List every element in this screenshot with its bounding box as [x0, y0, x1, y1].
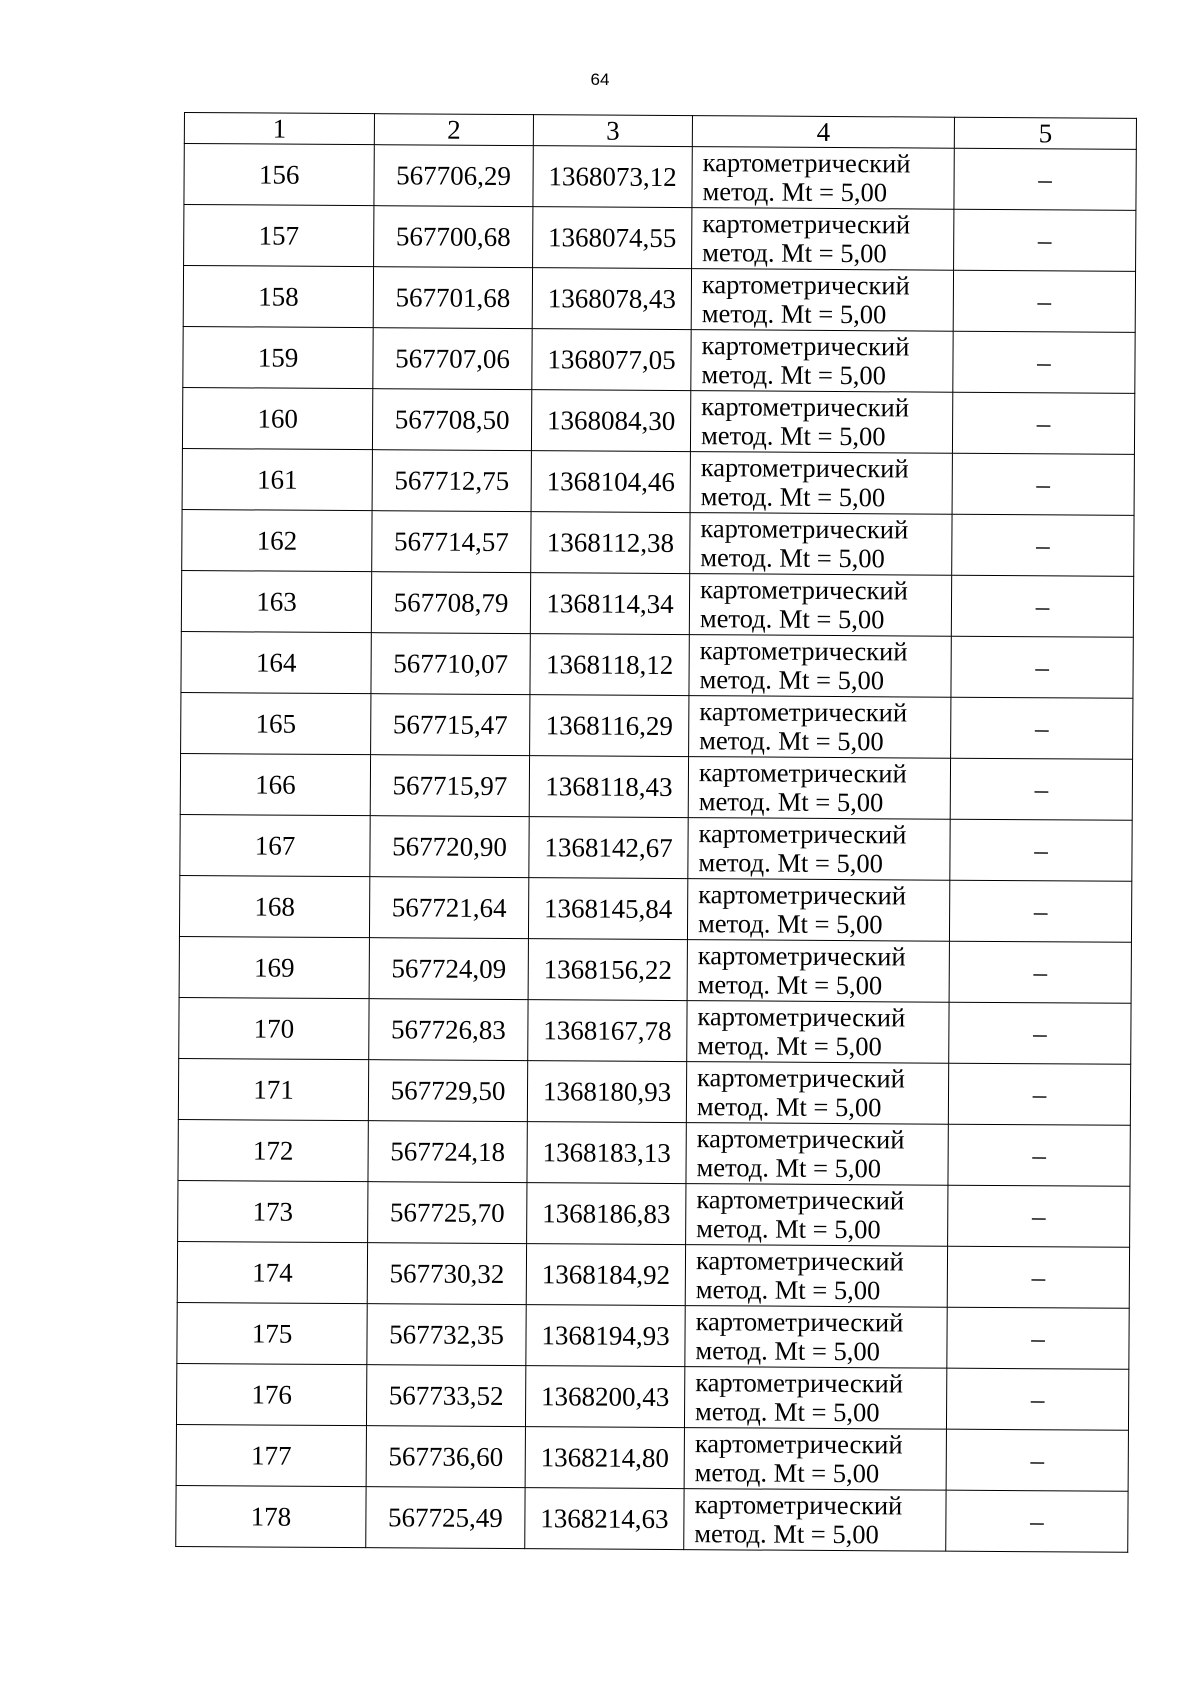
- method-cell: [691, 330, 953, 393]
- point-number-cell: 160: [182, 387, 372, 449]
- x-coordinate-cell: 567733,52: [366, 1365, 525, 1427]
- method-line-2: метод. Mt = 5,00: [697, 908, 883, 940]
- method-cell: [690, 513, 952, 576]
- x-coordinate-cell: 567712,75: [372, 450, 531, 512]
- point-number-cell: 167: [180, 814, 370, 876]
- description-cell: –: [954, 148, 1136, 210]
- description-cell: –: [949, 1002, 1131, 1064]
- method-line-1: картометрический: [695, 1245, 904, 1277]
- x-coordinate-cell: 567725,49: [366, 1487, 525, 1549]
- point-number-cell: 172: [178, 1119, 368, 1181]
- table-row: [178, 1119, 1130, 1186]
- point-number-cell: 165: [181, 692, 371, 754]
- y-coordinate-cell: 1368214,63: [525, 1488, 684, 1550]
- method-line-2: метод. Mt = 5,00: [700, 542, 885, 574]
- y-coordinate-cell: 1368183,13: [527, 1122, 686, 1184]
- point-number-cell: 166: [180, 753, 370, 815]
- description-cell: –: [950, 819, 1132, 881]
- x-coordinate-cell: 567701,68: [373, 267, 532, 329]
- table-row: [181, 570, 1133, 637]
- point-number-cell: 171: [178, 1058, 368, 1120]
- y-coordinate-cell: 1368156,22: [528, 939, 687, 1001]
- column-header-3: 3: [533, 115, 692, 147]
- method-line-2: метод. Mt = 5,00: [701, 298, 887, 330]
- table-row: [184, 205, 1136, 272]
- y-coordinate-cell: 1368200,43: [525, 1366, 684, 1428]
- y-coordinate-cell: 1368186,83: [527, 1183, 686, 1245]
- point-number-cell: 176: [176, 1363, 366, 1425]
- method-line-1: картометрический: [701, 391, 910, 423]
- point-number-cell: 161: [182, 448, 372, 510]
- method-line-2: метод. Mt = 5,00: [695, 1335, 881, 1367]
- method-cell: [689, 635, 951, 698]
- point-number-cell: 163: [181, 570, 371, 632]
- method-line-2: метод. Mt = 5,00: [694, 1518, 879, 1550]
- point-number-cell: 168: [179, 875, 369, 937]
- method-line-1: картометрический: [695, 1367, 904, 1399]
- description-cell: –: [952, 392, 1134, 454]
- method-line-2: метод. Mt = 5,00: [699, 725, 884, 757]
- x-coordinate-cell: 567706,29: [374, 145, 533, 207]
- method-line-1: картометрический: [702, 208, 911, 240]
- y-coordinate-cell: 1368180,93: [527, 1061, 686, 1123]
- table-row: [177, 1302, 1129, 1369]
- page-number: 64: [590, 70, 610, 89]
- method-cell: [690, 391, 952, 454]
- method-line-2: метод. Mt = 5,00: [697, 1030, 882, 1062]
- x-coordinate-cell: 567714,57: [372, 511, 531, 573]
- table-row: [179, 997, 1131, 1064]
- method-line-1: картометрический: [700, 513, 909, 545]
- method-line-1: картометрический: [696, 1123, 905, 1155]
- method-line-2: метод. Mt = 5,00: [695, 1274, 881, 1306]
- description-cell: –: [946, 1429, 1128, 1491]
- method-cell: [687, 879, 949, 942]
- table-body: [176, 144, 1137, 1553]
- description-cell: –: [951, 697, 1133, 759]
- method-line-2: метод. Mt = 5,00: [699, 664, 885, 696]
- table-row: [183, 326, 1135, 393]
- method-line-1: картометрический: [701, 330, 910, 362]
- x-coordinate-cell: 567700,68: [374, 206, 533, 268]
- table-row: [180, 814, 1132, 881]
- description-cell: –: [949, 941, 1131, 1003]
- x-coordinate-cell: 567725,70: [368, 1182, 527, 1244]
- x-coordinate-cell: 567707,06: [373, 328, 532, 390]
- method-line-1: картометрический: [694, 1489, 903, 1521]
- description-cell: –: [953, 331, 1135, 393]
- point-number-cell: 177: [176, 1424, 366, 1486]
- method-line-1: картометрический: [697, 940, 906, 972]
- y-coordinate-cell: 1368118,43: [529, 756, 688, 818]
- point-number-cell: 162: [182, 509, 372, 571]
- table-row: [179, 936, 1131, 1003]
- description-cell: –: [946, 1490, 1128, 1552]
- point-number-cell: 158: [183, 266, 373, 328]
- y-coordinate-cell: 1368084,30: [531, 390, 690, 452]
- point-number-cell: 174: [177, 1241, 367, 1303]
- y-coordinate-cell: 1368184,92: [526, 1244, 685, 1306]
- method-cell: [692, 147, 954, 210]
- point-number-cell: 175: [177, 1302, 367, 1364]
- y-coordinate-cell: 1368116,29: [530, 695, 689, 757]
- method-cell: [688, 757, 950, 820]
- description-cell: –: [952, 453, 1134, 515]
- table-row: [178, 1058, 1130, 1125]
- method-cell: [686, 1184, 948, 1247]
- table-row: [182, 387, 1134, 454]
- method-cell: [685, 1245, 947, 1308]
- table-row: [176, 1424, 1128, 1491]
- y-coordinate-cell: 1368073,12: [533, 146, 692, 208]
- method-line-1: картометрический: [697, 1062, 905, 1094]
- x-coordinate-cell: 567736,60: [366, 1426, 525, 1488]
- table-row: [182, 509, 1134, 576]
- x-coordinate-cell: 567732,35: [367, 1304, 526, 1366]
- table-row: [179, 875, 1131, 942]
- y-coordinate-cell: 1368078,43: [532, 268, 691, 330]
- x-coordinate-cell: 567710,07: [371, 633, 530, 695]
- table-row: [176, 1485, 1128, 1552]
- method-line-1: картометрический: [698, 757, 907, 789]
- method-cell: [685, 1306, 947, 1369]
- method-cell: [691, 269, 953, 332]
- table-row: [184, 144, 1136, 211]
- method-line-2: метод. Mt = 5,00: [698, 847, 883, 879]
- coordinates-table: [175, 112, 1137, 1553]
- method-line-2: метод. Mt = 5,00: [696, 1091, 882, 1123]
- x-coordinate-cell: 567708,50: [372, 389, 531, 451]
- x-coordinate-cell: 567730,32: [367, 1243, 526, 1305]
- point-number-cell: 157: [184, 205, 374, 267]
- method-line-1: картометрический: [698, 818, 907, 850]
- method-line-1: картометрический: [702, 147, 911, 179]
- column-header-5: 5: [954, 117, 1136, 149]
- method-line-2: метод. Mt = 5,00: [696, 1152, 882, 1184]
- method-line-2: метод. Mt = 5,00: [699, 603, 885, 635]
- method-line-1: картометрический: [699, 696, 908, 728]
- table-row: [177, 1241, 1129, 1308]
- method-line-1: картометрический: [698, 879, 907, 911]
- method-cell: [684, 1367, 946, 1430]
- y-coordinate-cell: 1368104,46: [531, 451, 690, 513]
- table-row: [181, 692, 1133, 759]
- table-row: [176, 1363, 1128, 1430]
- method-line-2: метод. Mt = 5,00: [696, 1213, 881, 1245]
- point-number-cell: 178: [176, 1485, 366, 1547]
- point-number-cell: 156: [184, 144, 374, 206]
- y-coordinate-cell: 1368142,67: [529, 817, 688, 879]
- method-cell: [686, 1123, 948, 1186]
- method-line-2: метод. Mt = 5,00: [697, 969, 883, 1001]
- point-number-cell: 170: [179, 997, 369, 1059]
- y-coordinate-cell: 1368118,12: [530, 634, 689, 696]
- method-cell: [689, 696, 951, 759]
- description-cell: –: [949, 880, 1131, 942]
- method-cell: [690, 452, 952, 515]
- table-row: [182, 448, 1134, 515]
- description-cell: –: [951, 575, 1133, 637]
- description-cell: –: [947, 1307, 1129, 1369]
- description-cell: –: [953, 270, 1135, 332]
- description-cell: –: [952, 514, 1134, 576]
- x-coordinate-cell: 567726,83: [369, 999, 528, 1061]
- description-cell: –: [948, 1124, 1130, 1186]
- method-line-2: метод. Mt = 5,00: [701, 359, 886, 391]
- method-cell: [686, 1062, 948, 1125]
- method-line-2: метод. Mt = 5,00: [700, 481, 886, 513]
- x-coordinate-cell: 567724,18: [368, 1121, 527, 1183]
- y-coordinate-cell: 1368145,84: [528, 878, 687, 940]
- point-number-cell: 173: [178, 1180, 368, 1242]
- y-coordinate-cell: 1368214,80: [525, 1427, 684, 1489]
- x-coordinate-cell: 567724,09: [369, 938, 528, 1000]
- method-line-1: картометрический: [701, 269, 910, 301]
- method-cell: [688, 818, 950, 881]
- y-coordinate-cell: 1368167,78: [528, 1000, 687, 1062]
- description-cell: –: [948, 1185, 1130, 1247]
- x-coordinate-cell: 567720,90: [370, 816, 529, 878]
- column-header-2: 2: [374, 114, 533, 146]
- method-cell: [684, 1428, 946, 1491]
- method-line-1: картометрический: [699, 635, 908, 667]
- method-cell: [687, 940, 949, 1003]
- x-coordinate-cell: 567708,79: [371, 572, 530, 634]
- point-number-cell: 169: [179, 936, 369, 998]
- y-coordinate-cell: 1368077,05: [532, 329, 691, 391]
- x-coordinate-cell: 567729,50: [368, 1060, 527, 1122]
- method-line-1: картометрический: [700, 452, 909, 484]
- description-cell: –: [947, 1246, 1129, 1308]
- method-line-1: картометрический: [694, 1428, 903, 1460]
- x-coordinate-cell: 567721,64: [369, 877, 528, 939]
- y-coordinate-cell: 1368074,55: [533, 207, 692, 269]
- y-coordinate-cell: 1368194,93: [526, 1305, 685, 1367]
- method-cell: [692, 208, 954, 271]
- table-row: [178, 1180, 1130, 1247]
- point-number-cell: 164: [181, 631, 371, 693]
- method-line-1: картометрический: [695, 1306, 904, 1338]
- x-coordinate-cell: 567715,47: [371, 694, 530, 756]
- method-line-2: метод. Mt = 5,00: [698, 786, 884, 818]
- method-line-1: картометрический: [700, 574, 908, 606]
- method-line-2: метод. Mt = 5,00: [694, 1457, 880, 1489]
- description-cell: –: [951, 636, 1133, 698]
- column-header-1: 1: [184, 113, 374, 145]
- table-row: [181, 631, 1133, 698]
- method-line-2: метод. Mt = 5,00: [702, 176, 888, 208]
- method-line-2: метод. Mt = 5,00: [694, 1396, 880, 1428]
- y-coordinate-cell: 1368114,34: [530, 573, 689, 635]
- description-cell: –: [946, 1368, 1128, 1430]
- method-cell: [687, 1001, 949, 1064]
- x-coordinate-cell: 567715,97: [370, 755, 529, 817]
- method-line-2: метод. Mt = 5,00: [700, 420, 886, 452]
- description-cell: –: [948, 1063, 1130, 1125]
- method-line-1: картометрический: [697, 1001, 906, 1033]
- column-header-4: 4: [692, 116, 954, 149]
- table-row: [180, 753, 1132, 820]
- method-cell: [689, 574, 951, 637]
- method-line-1: картометрический: [696, 1184, 905, 1216]
- description-cell: –: [950, 758, 1132, 820]
- point-number-cell: 159: [183, 326, 373, 388]
- method-cell: [684, 1489, 946, 1552]
- description-cell: –: [954, 209, 1136, 271]
- method-line-2: метод. Mt = 5,00: [702, 237, 887, 269]
- table-row: [183, 266, 1135, 333]
- y-coordinate-cell: 1368112,38: [531, 512, 690, 574]
